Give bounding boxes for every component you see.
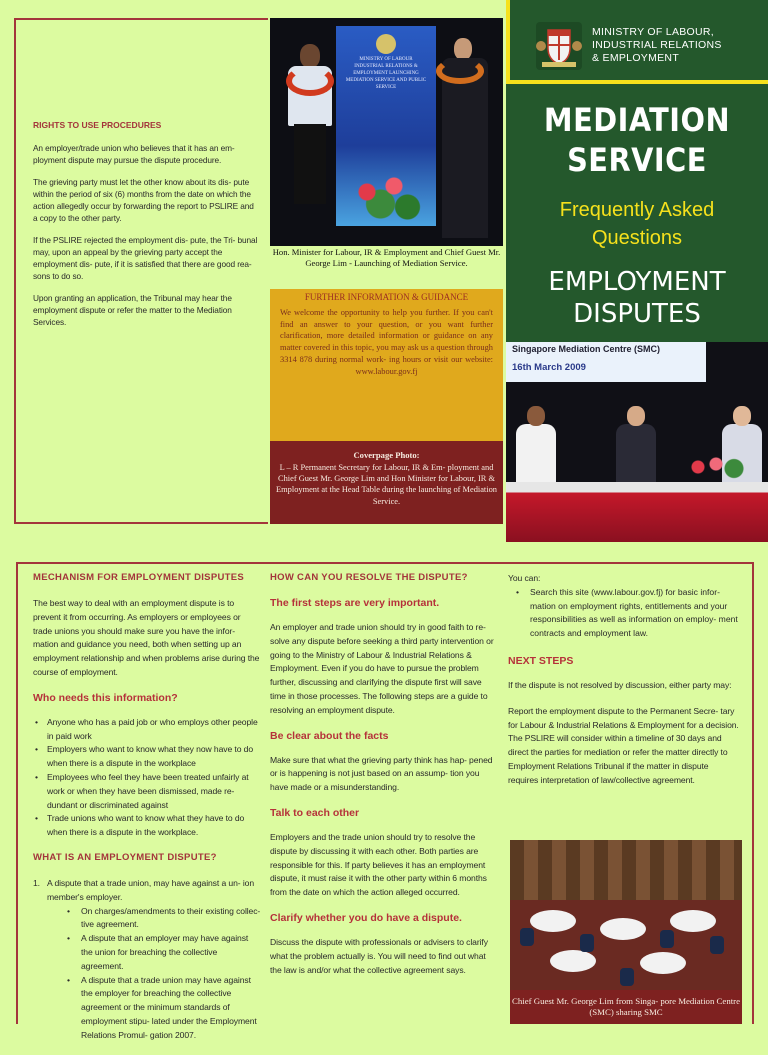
head-table <box>506 482 768 542</box>
who-needs-heading: Who needs this information? <box>33 691 178 704</box>
list-item: • Employers who want to know what they now have to do when there is a dispute in the workplace <box>33 743 261 771</box>
rights-p4: Upon granting an application, the Tribunal may hear the employment dispute or refer the matter to the Mediation Services. <box>33 293 232 327</box>
sub-list-item: • A dispute that a trade union may have against the employer for breaching the collective agreement or the minimum standards of employment stipu- lated under the Employment Relations Promul- gation 2007. <box>47 974 261 1043</box>
cover-body: L – R Permanent Secretary for Labour, IR & Em- ployment and Chief Guest Mr. George Lim and Hon Minister for Labour, IR & Employment at the Head Table during the launching of Mediation Service. <box>276 463 497 506</box>
column-mechanism <box>33 572 261 1055</box>
resolve-heading: HOW CAN YOU RESOLVE THE DISPUTE? <box>270 572 468 583</box>
head-table-photo <box>506 342 768 542</box>
talk-heading: Talk to each other <box>270 806 360 819</box>
ministry-name: MINISTRY OF LABOUR, INDUSTRIAL RELATIONS & EMPLOYMENT <box>592 26 722 64</box>
further-heading: FURTHER INFORMATION & GUIDANCE <box>304 292 469 302</box>
rights-p2: The grieving party must let the other know about its dis- pute within the period of six (6) months from the date on which the action allegedly occur by forwarding the report to PSLIRE and a copy to the other party. <box>33 177 254 223</box>
list-item: • Employees who feel they have been treated unfairly at work or when they have been dismissed, made re- dundant or discriminated against <box>33 771 261 812</box>
flower-arrangement <box>340 168 430 228</box>
sub-list-item: • A dispute that an employer may have against the union for breaching the collective agreement. <box>47 932 261 973</box>
sub-list-item: • On charges/amendments to their existing collec- tive agreement. <box>47 905 261 933</box>
facts-heading: Be clear about the facts <box>270 729 389 742</box>
launch-photo-caption: Hon. Minister for Labour, IR & Employment and Chief Guest Mr. George Lim - Launching of Mediation Service. <box>272 247 501 268</box>
talk-text: Employers and the trade union should try to resolve the dispute by discussing it with each other. Both parties are responsible for this. If party believes it has an employment dispute, it must raise it with the other party within 6 months from the date on which the action alleged occurred. <box>270 831 487 898</box>
mechanism-text: The best way to deal with an employment dispute is to prevent it from occurring. As employers or employees or trade unions you should make sure you have the infor- mation and guidance you need, both when setting up an employment relationship and when problems arise during the course of employment. <box>33 598 260 677</box>
person-figure <box>616 424 656 484</box>
what-is-heading: WHAT IS AN EMPLOYMENT DISPUTE? <box>33 851 217 863</box>
person-figure <box>516 424 556 484</box>
facts-text: Make sure that what the grieving party think has hap- pened or is happening is not just based on an assump- tion you have made or a misunderstanding. <box>270 754 493 793</box>
mechanism-heading: MECHANISM FOR EMPLOYMENT DISPUTES <box>33 572 244 583</box>
coat-of-arms-icon <box>534 20 584 72</box>
next-steps-p2: Report the employment dispute to the Permanent Secre- tary for Labour & Industrial Relations & Employment for a decision. The PSLIRE will consider within a timeline of 30 days and direct the parties for mediation or refer the matter directly to Employment Relations Tribunal if the matter in dispute requires interpretation of law/collective agreement. <box>508 705 739 785</box>
banner-text: MINISTRY OF LABOUR INDUSTRIAL RELATIONS & EMPLOYMENT LAUNCHING MEDIATION SERVICE AND PUBLIC SERVICE <box>345 57 427 90</box>
rights-panel <box>14 18 268 524</box>
who-needs-list <box>33 716 261 840</box>
title-panel <box>506 0 768 342</box>
faq-subtitle: Frequently Asked Questions <box>559 199 715 249</box>
table-flowers <box>686 452 746 482</box>
list-item: • Trade unions who want to know what they have to do when there is a dispute in the workplace. <box>33 812 261 840</box>
banner-seal-icon <box>376 34 396 54</box>
seminar-photo <box>510 840 742 990</box>
further-body: We welcome the opportunity to help you further. If you can't find an answer to your question, or you want further clarification, more detailed information or guidance on any matter covered in this topic, you may ask us a question through 3314 878 during normal work- ing hours or visit our website: www.labour.gov.fj <box>280 308 493 376</box>
rights-heading: RIGHTS TO USE PROCEDURES <box>33 120 162 130</box>
ministry-header <box>506 0 768 80</box>
cover-heading: Coverpage Photo: <box>353 450 420 460</box>
further-info-box <box>270 289 503 441</box>
first-steps-text: An employer and trade union should try in good faith to re- solve any dispute before seeking a third party intervention or going to the Ministry of Labour & Industrial Relations & Employment. Even if you do have to pursue the problem further, discussing and clarifying the dispute first will save time in those processes. The following steps are a guide to resolving an employment dispute. <box>270 622 494 715</box>
main-title: MEDIATION SERVICE <box>543 101 731 179</box>
gold-divider <box>510 80 768 84</box>
column-next-steps <box>508 572 740 800</box>
coverpage-photo-box <box>270 441 503 524</box>
list-item: • Anyone who has a paid job or who employs other people in paid work <box>33 716 261 744</box>
topic-title: EMPLOYMENT DISPUTES <box>548 267 726 329</box>
next-steps-heading: NEXT STEPS <box>508 654 574 667</box>
column-resolve <box>270 572 498 989</box>
clarify-heading: Clarify whether you do have a dispute. <box>270 911 462 924</box>
search-site-bullet: • Search this site (www.labour.gov.fj) for basic infor- mation on employment rights, entitlements and your responsibilities as well as information on employ- ment contracts and employment law. <box>508 586 740 641</box>
dispute-definition-list <box>33 877 261 1043</box>
next-steps-p1: If the dispute is not resolved by discussion, either party may: <box>508 679 732 690</box>
seminar-caption: Chief Guest Mr. George Lim from Singa- pore Mediation Centre (SMC) sharing SMC <box>510 990 742 1024</box>
clarify-text: Discuss the dispute with professionals or advisers to clarify what the problem actually is. You will need to find out what the law is and/or what the collective agreement says. <box>270 936 488 975</box>
launch-photo <box>270 18 503 246</box>
first-steps-heading: The first steps are very important. <box>270 597 440 609</box>
you-can-text: You can: <box>508 573 541 583</box>
rights-p1: An employer/trade union who believes that it has an em- ployment dispute may pursue the dispute procedure. <box>33 143 235 165</box>
guest-figure <box>438 38 494 238</box>
event-banner: Singapore Mediation Centre (SMC) 16th March 2009 <box>506 342 706 382</box>
list-item: 1. A dispute that a trade union, may have against a un- ion member's employer. • On charges/amendments to their existing collec- tive agreement. • A dispute that an employer may have against the union for breaching the collective agreement. • A dispute that a trade union may have against the employer for breaching the collective agreement or the minimum standards of employment stipu- lated under the Employment Relations Promul- gation 2007. <box>33 877 261 1043</box>
rights-p3: If the PSLIRE rejected the employment dis- pute, the Tri- bunal may, upon an appeal by the grieving party accept the employment dis- pute, if it is satisfied that there are good rea- sons to do so. <box>33 235 258 281</box>
minister-figure <box>280 44 342 234</box>
